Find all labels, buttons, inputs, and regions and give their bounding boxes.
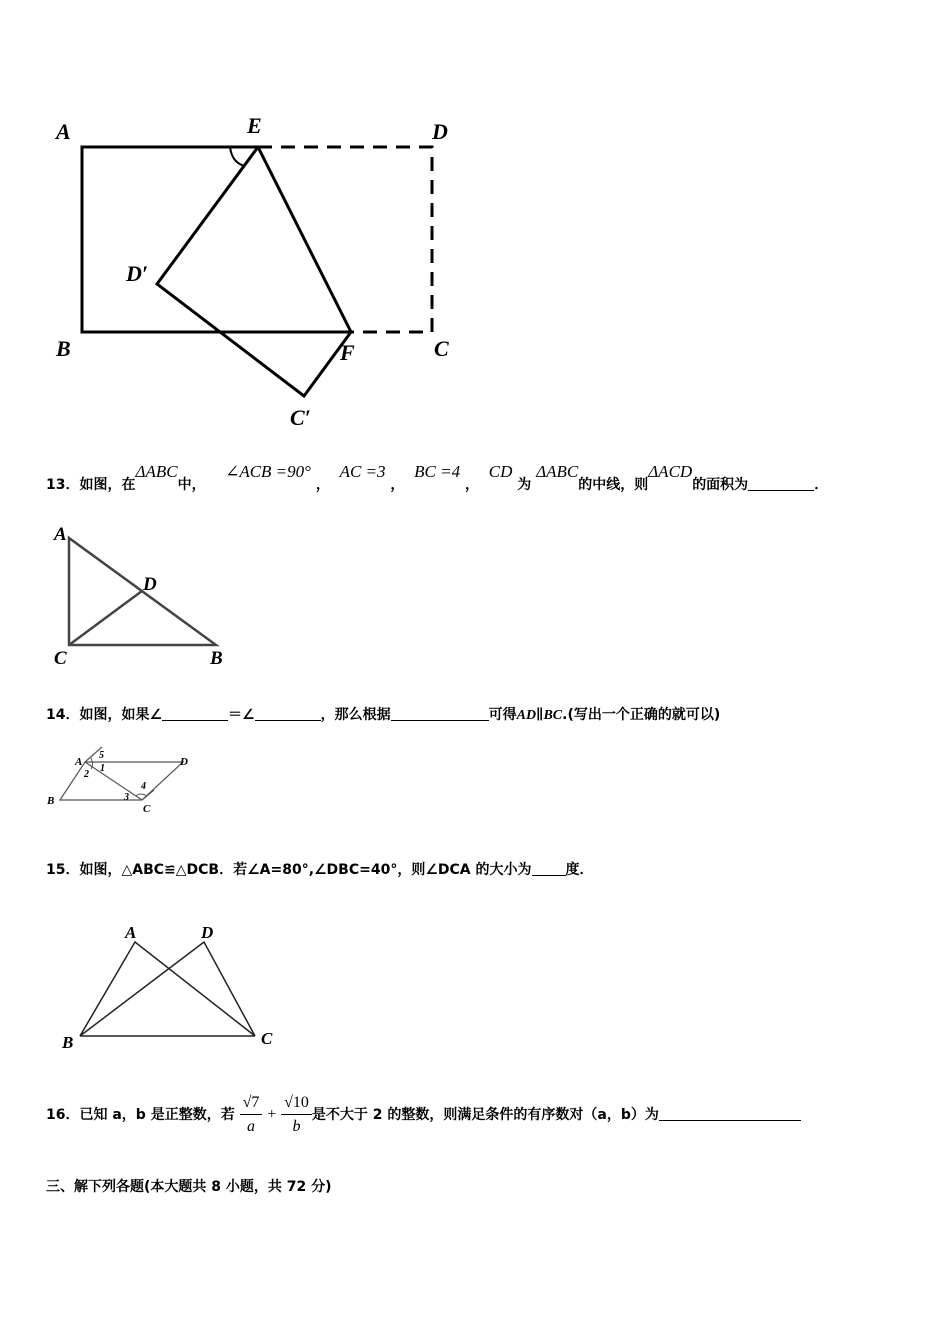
q14-blank-angle-1[interactable] <box>162 706 228 721</box>
fig14-label-c: C <box>143 803 151 815</box>
fig15-label-a: A <box>125 923 137 942</box>
fig15-label-d: D <box>201 923 214 942</box>
q14-text-3: ，那么根据 <box>320 707 391 723</box>
fig15-label-c: C <box>261 1029 273 1048</box>
q13-text-8: 的面积为 <box>692 477 749 493</box>
question-14 <box>46 704 720 724</box>
label-f: F <box>340 340 355 365</box>
q14-number: 14． <box>46 707 80 723</box>
q15-number: 15． <box>46 862 80 878</box>
q14-math-parallel: AD∥BC <box>516 708 563 723</box>
q13-text-3: ， <box>315 477 330 493</box>
q16-fraction-2 <box>281 1093 312 1137</box>
section-3-heading: 三、解下列各题(本大题共 8 小题，共 72 分) <box>46 1179 332 1195</box>
label-d: D <box>432 119 448 144</box>
fig13-label-c: C <box>54 648 67 669</box>
q13-text-5: ， <box>464 477 479 493</box>
fig13-label-d: D <box>143 574 157 595</box>
q14-text-4: 可得 <box>488 707 517 723</box>
question-15 <box>46 859 594 879</box>
q16-text-1: 已知 a，b 是正整数，若 <box>79 1107 235 1123</box>
label-c-prime: C′ <box>290 405 311 430</box>
triangle-dcb <box>80 942 255 1036</box>
q16-answer-blank[interactable] <box>659 1106 801 1121</box>
fig14-angle-2: 2 <box>84 769 89 780</box>
fig14-label-d: D <box>180 756 188 768</box>
angle-arc-c <box>136 794 147 796</box>
q13-text-6: 为 <box>517 477 532 493</box>
q13-math-ac: AC =3 <box>339 462 386 481</box>
q13-text-2: 中， <box>177 477 206 493</box>
question-13 <box>46 462 829 494</box>
q16-fraction-1 <box>240 1093 263 1137</box>
q16-frac2-denominator: b <box>292 1118 301 1135</box>
q13-math-triangle-3: ΔACD <box>648 462 693 481</box>
rectangle-solid-edges <box>82 147 351 332</box>
q13-number: 13． <box>46 477 80 493</box>
fig14-label-b: B <box>47 795 55 807</box>
q13-text-4: ， <box>390 477 405 493</box>
q13-text-1: 如图，在 <box>79 477 136 493</box>
figure-12-fold-diagram <box>40 105 480 435</box>
q13-end: ． <box>814 477 829 493</box>
q14-blank-reason[interactable] <box>391 706 489 721</box>
q16-text-2: 是不大于 2 的整数，则满足条件的有序数对（a，b）为 <box>311 1107 659 1123</box>
q13-answer-blank[interactable] <box>748 476 814 491</box>
label-a: A <box>56 119 71 144</box>
label-e: E <box>247 113 262 138</box>
q14-text-2: ＝∠ <box>228 707 255 723</box>
fig13-label-b: B <box>210 648 223 669</box>
fig14-angle-5: 5 <box>99 750 104 761</box>
q16-frac2-numerator: √10 <box>281 1093 312 1115</box>
question-16 <box>46 1093 801 1137</box>
q13-math-cd: CD <box>488 462 513 481</box>
label-d-prime: D′ <box>126 261 149 286</box>
q15-text: 如图，△ABC≌△DCB．若∠A=80°,∠DBC=40°，则∠DCA 的大小为 <box>79 862 532 878</box>
folded-quadrilateral <box>157 147 351 396</box>
q16-frac1-numerator: √7 <box>240 1093 263 1115</box>
label-b: B <box>56 336 71 361</box>
q13-math-angle: ∠ACB =90° <box>225 462 311 481</box>
q14-blank-angle-2[interactable] <box>255 706 321 721</box>
q15-answer-blank[interactable] <box>532 861 566 876</box>
angle-arc-a <box>91 758 93 769</box>
q15-end: 度． <box>565 862 594 878</box>
q14-text-5: .(写出一个正确的就可以) <box>562 707 721 723</box>
q13-math-triangle: ΔABC <box>135 462 178 481</box>
angle-mark-e <box>230 147 245 166</box>
q13-text-7: 的中线，则 <box>578 477 649 493</box>
fig14-angle-3: 3 <box>124 792 129 803</box>
q16-number: 16． <box>46 1107 80 1123</box>
fig13-label-a: A <box>54 524 67 545</box>
diagonal-ac <box>85 762 142 800</box>
figure-15-congruent-triangles <box>55 918 295 1058</box>
figure-13-right-triangle <box>44 520 244 670</box>
fig14-angle-4: 4 <box>141 781 146 792</box>
rectangle-dashed-edges <box>258 147 432 332</box>
q13-math-triangle-2: ΔABC <box>536 462 579 481</box>
label-c: C <box>434 336 449 361</box>
q16-plus: + <box>267 1106 277 1123</box>
q13-math-bc: BC =4 <box>414 462 461 481</box>
median-cd <box>69 591 142 645</box>
figure-14-parallel-lines <box>44 745 204 817</box>
fig14-label-a: A <box>75 756 83 768</box>
fig14-angle-1: 1 <box>100 763 105 774</box>
q14-text-1: 如图，如果∠ <box>79 707 163 723</box>
q16-frac1-denominator: a <box>246 1118 255 1135</box>
fig15-label-b: B <box>62 1033 74 1052</box>
